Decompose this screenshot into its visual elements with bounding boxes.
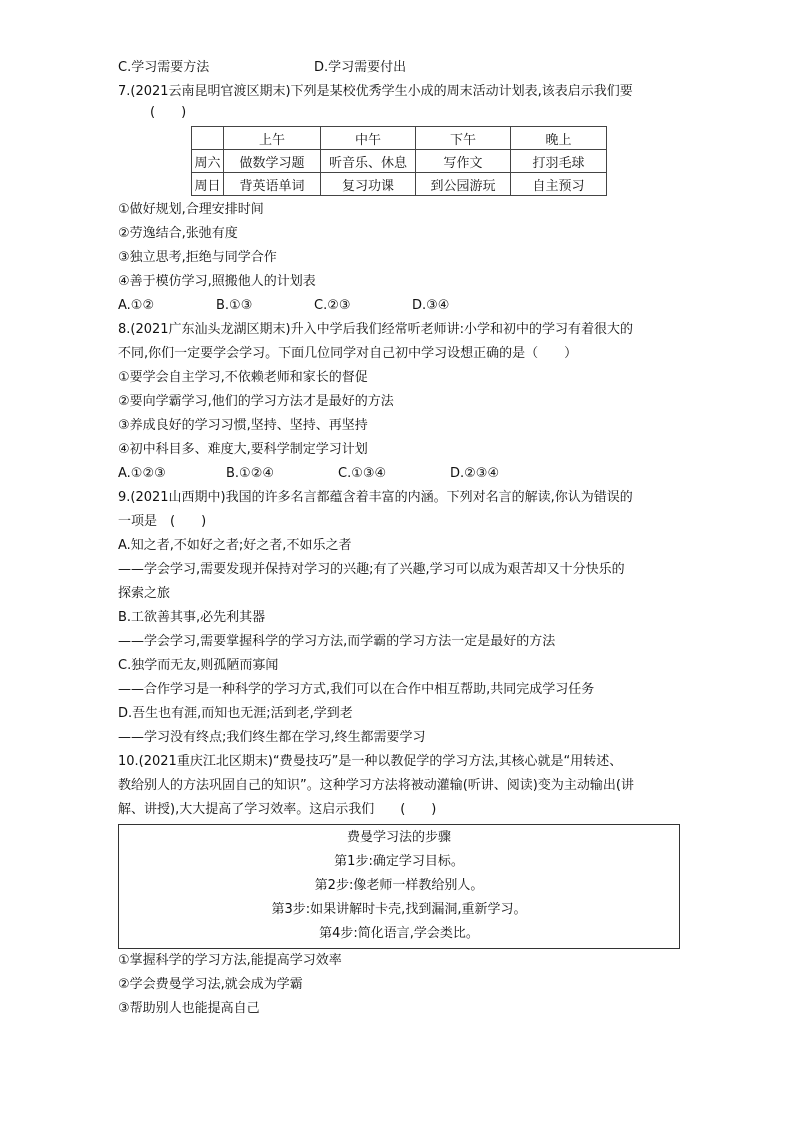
box-step-3: 第3步:如果讲解时卡壳,找到漏洞,重新学习。	[271, 902, 527, 917]
table-cell: 到公园游玩	[416, 173, 511, 196]
table-cell: 背英语单词	[224, 173, 321, 196]
q8-option-b: B.①②④	[226, 466, 275, 481]
q10-stem-line-3: 解、讲授),大大提高了学习效率。这启示我们 ( )	[118, 802, 437, 817]
q8-item-4: ④初中科目多、难度大,要科学制定学习计划	[118, 442, 368, 457]
q10-item-3: ③帮助别人也能提高自己	[118, 1001, 260, 1016]
q9-option-b: B.工欲善其事,必先利其器	[118, 610, 266, 625]
box-title: 费曼学习法的步骤	[346, 830, 451, 845]
table-cell: 做数学习题	[224, 150, 321, 173]
q7-answer-paren: ( )	[150, 105, 187, 120]
q9-stem-line-2: 一项是 ( )	[118, 514, 207, 529]
table-cell: 复习功课	[321, 173, 416, 196]
table-header-cell: 下午	[416, 127, 511, 150]
q9-option-d: D.吾生也有涯,而知也无涯;活到老,学到老	[118, 706, 353, 721]
table-header-cell: 上午	[224, 127, 321, 150]
worksheet-page	[118, 56, 678, 1021]
q9-option-a-explanation: ——学会学习,需要发现并保持对学习的兴趣;有了兴趣,学习可以成为艰苦却又十分快乐的	[118, 562, 625, 577]
q9-option-c: C.独学而无友,则孤陋而寡闻	[118, 658, 279, 673]
q8-option-a: A.①②③	[118, 466, 166, 481]
q6-options	[118, 56, 678, 80]
q9-option-a: A.知之者,不如好之者;好之者,不如乐之者	[118, 538, 352, 553]
q10-item-2: ②学会费曼学习法,就会成为学霸	[118, 977, 303, 992]
table-cell: 周日	[192, 173, 224, 196]
table-header-cell	[192, 127, 224, 150]
table-cell: 打羽毛球	[511, 150, 607, 173]
q7-item-3: ③独立思考,拒绝与同学合作	[118, 250, 277, 265]
table-cell: 周六	[192, 150, 224, 173]
q8-option-d: D.②③④	[450, 466, 500, 481]
table-cell: 自主预习	[511, 173, 607, 196]
q8-option-c: C.①③④	[338, 466, 387, 481]
q7-option-b: B.①③	[216, 298, 253, 313]
table-row	[192, 173, 607, 196]
table-row	[192, 150, 607, 173]
q10-stem-line-2: 教给别人的方法巩固自己的知识”。这种学习方法将被动灌输(听讲、阅读)变为主动输出(讲	[118, 778, 634, 793]
q8-item-1: ①要学会自主学习,不依赖老师和家长的督促	[118, 370, 368, 385]
q10-item-1: ①掌握科学的学习方法,能提高学习效率	[118, 953, 342, 968]
q9-option-c-explanation: ——合作学习是一种科学的学习方式,我们可以在合作中相互帮助,共同完成学习任务	[118, 682, 595, 697]
q8-stem-line-2: 不同,你们一定要学会学习。下面几位同学对自己初中学习设想正确的是（ ）	[118, 346, 578, 361]
box-step-1: 第1步:确定学习目标。	[334, 854, 464, 869]
q7-options	[118, 294, 678, 318]
box-step-4: 第4步:简化语言,学会类比。	[319, 926, 479, 941]
q8-stem-line-1: 8.(2021广东汕头龙湖区期末)升入中学后我们经常听老师讲:小学和初中的学习有着很大的	[118, 322, 634, 337]
q8-item-3: ③养成良好的学习习惯,坚持、坚持、再坚持	[118, 418, 368, 433]
q7-schedule-table	[191, 126, 607, 196]
q7-option-c: C.②③	[314, 298, 351, 313]
q9-option-d-explanation: ——学习没有终点;我们终生都在学习,终生都需要学习	[118, 730, 426, 745]
q7-item-2: ②劳逸结合,张弛有度	[118, 226, 238, 241]
q8-options	[118, 462, 678, 486]
q10-stem-line-1: 10.(2021重庆江北区期末)“费曼技巧”是一种以教促学的学习方法,其核心就是“用转述、	[118, 754, 623, 769]
q6-option-c: C.学习需要方法	[118, 60, 210, 75]
table-cell: 听音乐、休息	[321, 150, 416, 173]
box-step-2: 第2步:像老师一样教给别人。	[314, 878, 484, 893]
q7-stem: 7.(2021云南昆明官渡区期末)下列是某校优秀学生小成的周末活动计划表,该表启示我们要	[118, 84, 633, 99]
q9-stem-line-1: 9.(2021山西期中)我国的许多名言都蕴含着丰富的内涵。下列对名言的解读,你认为错误的	[118, 490, 633, 505]
table-cell: 写作文	[416, 150, 511, 173]
q6-option-d: D.学习需要付出	[314, 60, 407, 75]
q7-item-1: ①做好规划,合理安排时间	[118, 202, 264, 217]
feynman-steps-box	[118, 824, 680, 949]
table-header-row	[192, 127, 607, 150]
q8-item-2: ②要向学霸学习,他们的学习方法才是最好的方法	[118, 394, 394, 409]
table-header-cell: 中午	[321, 127, 416, 150]
q9-option-b-explanation: ——学会学习,需要掌握科学的学习方法,而学霸的学习方法一定是最好的方法	[118, 634, 556, 649]
q7-option-d: D.③④	[412, 298, 450, 313]
q7-item-4: ④善于模仿学习,照搬他人的计划表	[118, 274, 316, 289]
q9-option-a-explanation-cont: 探索之旅	[118, 586, 171, 601]
q7-option-a: A.①②	[118, 298, 155, 313]
table-header-cell: 晚上	[511, 127, 607, 150]
